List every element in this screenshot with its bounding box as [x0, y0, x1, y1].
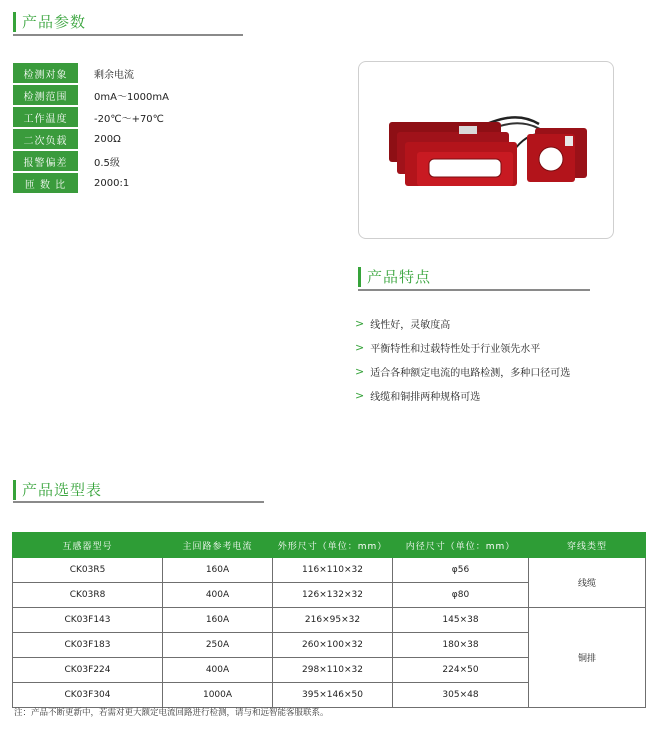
table-cell: φ56 — [393, 558, 529, 583]
param-value: 剩余电流 — [94, 69, 134, 81]
footnote: 注：产品不断更新中，若需对更大额定电流回路进行检测，请与和远智能客服联系。 — [14, 708, 329, 718]
param-value: 0.5级 — [94, 157, 120, 169]
feature-text: 平衡特性和过载特性处于行业领先水平 — [370, 343, 541, 355]
params-section-title — [13, 11, 86, 32]
table-cell: 180×38 — [393, 633, 529, 658]
param-key: 工作温度 — [13, 107, 78, 127]
table-header: 穿线类型 — [529, 533, 646, 558]
table-cell: 395×146×50 — [273, 683, 393, 708]
table-row — [13, 608, 646, 633]
chevron-right-icon: > — [355, 340, 365, 354]
table-cell: φ80 — [393, 583, 529, 608]
param-value: 0mA～1000mA — [94, 91, 169, 103]
table-cell: 305×48 — [393, 683, 529, 708]
selection-title-text: 产品选型表 — [22, 481, 103, 499]
table-cell: CK03R8 — [13, 583, 163, 608]
table-cell: CK03F143 — [13, 608, 163, 633]
param-key: 报警偏差 — [13, 151, 78, 171]
table-header: 内径尺寸（单位：mm） — [393, 533, 529, 558]
features-title-text: 产品特点 — [367, 268, 432, 286]
param-row — [13, 129, 213, 151]
table-cell: 116×110×32 — [273, 558, 393, 583]
chevron-right-icon: > — [355, 388, 365, 402]
param-value: -20℃～+70℃ — [94, 113, 164, 125]
param-key: 匝 数 比 — [13, 173, 78, 193]
param-key: 检测对象 — [13, 63, 78, 83]
table-cell: 298×110×32 — [273, 658, 393, 683]
param-value: 2000:1 — [94, 177, 130, 189]
feature-item — [355, 335, 570, 359]
selection-section-title — [13, 479, 102, 500]
table-cell: 145×38 — [393, 608, 529, 633]
current-transformer-illustration — [359, 62, 613, 238]
chevron-right-icon: > — [355, 316, 365, 330]
table-cell: 224×50 — [393, 658, 529, 683]
chevron-right-icon: > — [355, 364, 365, 378]
features-list — [355, 311, 570, 407]
table-header: 主回路参考电流 — [163, 533, 273, 558]
table-cell: CK03R5 — [13, 558, 163, 583]
params-title-underline — [13, 34, 243, 36]
param-row — [13, 107, 213, 129]
table-cell: 250A — [163, 633, 273, 658]
feature-text: 线性好，灵敏度高 — [370, 319, 451, 331]
selection-title-underline — [13, 501, 264, 503]
param-row — [13, 63, 213, 85]
table-cell: CK03F183 — [13, 633, 163, 658]
table-cell: 160A — [163, 558, 273, 583]
features-title-underline — [358, 289, 590, 291]
param-row — [13, 173, 213, 195]
table-cell: 400A — [163, 583, 273, 608]
type-cell-cable: 线缆 — [529, 558, 646, 608]
table-cell: 400A — [163, 658, 273, 683]
features-section-title — [358, 266, 431, 287]
feature-item — [355, 383, 570, 407]
table-cell: 160A — [163, 608, 273, 633]
selection-table — [12, 532, 646, 708]
table-cell: 260×100×32 — [273, 633, 393, 658]
feature-text: 适合各种额定电流的电路检测，多种口径可选 — [370, 367, 571, 379]
table-row — [13, 558, 646, 583]
table-cell: 216×95×32 — [273, 608, 393, 633]
type-cell-copper: 铜排 — [529, 608, 646, 708]
title-accent-bar — [13, 12, 16, 32]
params-list — [13, 63, 213, 195]
table-header: 互感器型号 — [13, 533, 163, 558]
table-header-row — [13, 533, 646, 558]
table-header: 外形尺寸（单位：mm） — [273, 533, 393, 558]
table-cell: CK03F224 — [13, 658, 163, 683]
title-accent-bar — [13, 480, 16, 500]
table-cell: CK03F304 — [13, 683, 163, 708]
param-row — [13, 151, 213, 173]
param-key: 检测范围 — [13, 85, 78, 105]
params-title-text: 产品参数 — [22, 13, 87, 31]
feature-text: 线缆和铜排两种规格可选 — [370, 391, 481, 403]
feature-item — [355, 311, 570, 335]
title-accent-bar — [358, 267, 361, 287]
param-key: 二次负载 — [13, 129, 78, 149]
table-cell: 1000A — [163, 683, 273, 708]
table-cell: 126×132×32 — [273, 583, 393, 608]
product-photo — [358, 61, 614, 239]
param-row — [13, 85, 213, 107]
feature-item — [355, 359, 570, 383]
param-value: 200Ω — [94, 133, 121, 145]
